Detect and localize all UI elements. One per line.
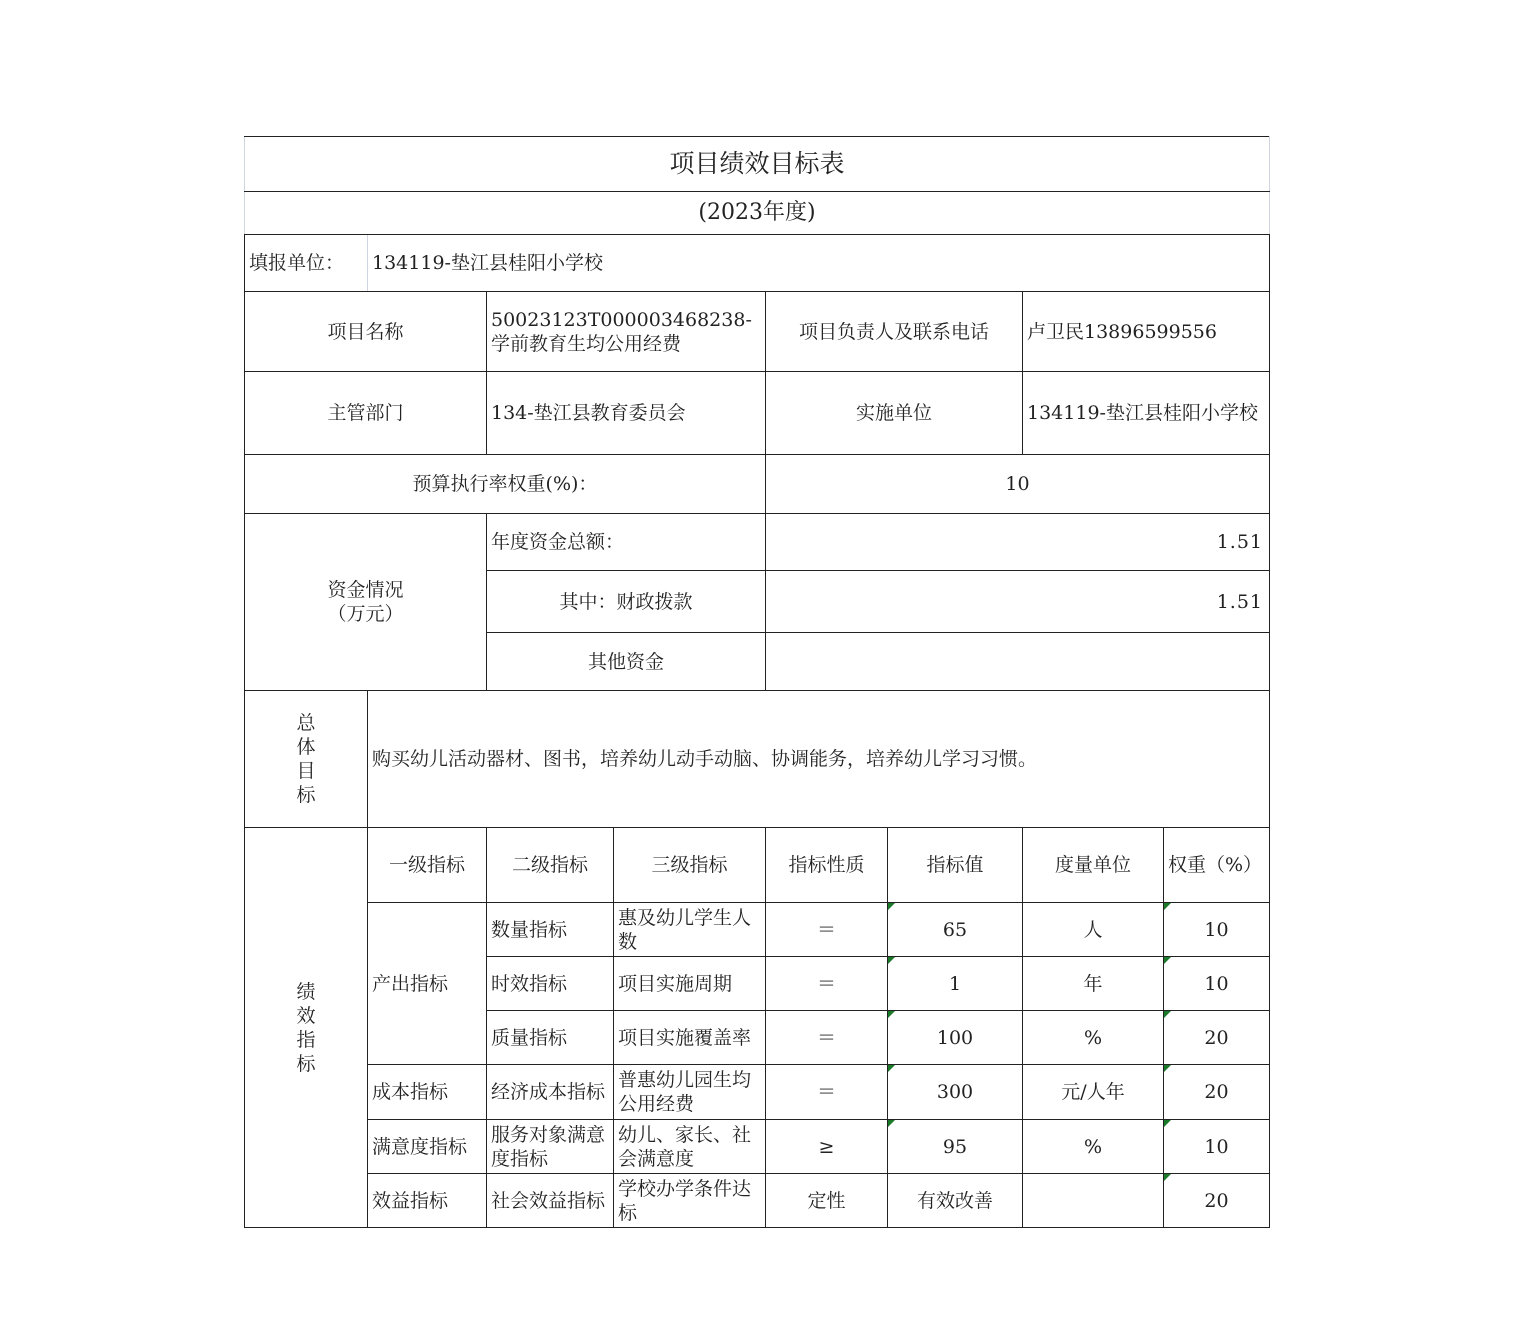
header-level3: 三级指标 (614, 828, 766, 903)
funds-fiscal-label: 其中：财政拨款 (487, 571, 766, 633)
unit-cell: % (1023, 1011, 1164, 1065)
nature-cell: 定性 (766, 1174, 888, 1228)
unit-cell: 元/人年 (1023, 1065, 1164, 1120)
indicators-char: 标 (296, 1052, 316, 1075)
level3-cell: 普惠幼儿园生均公用经费 (614, 1065, 766, 1120)
table-row (245, 1120, 1270, 1174)
group-satisfaction: 满意度指标 (368, 1120, 487, 1174)
indicators-char: 绩 (296, 980, 316, 1003)
header-level1: 一级指标 (368, 828, 487, 903)
table-title: 项目绩效目标表 (245, 137, 1270, 192)
performance-target-sheet (244, 136, 1269, 1228)
budget-rate-value: 10 (766, 455, 1270, 514)
level3-cell: 项目实施周期 (614, 957, 766, 1011)
table-row (245, 903, 1270, 957)
table-row (245, 1065, 1270, 1120)
level3-cell: 学校办学条件达标 (614, 1174, 766, 1228)
overall-goal-char: 体 (296, 736, 316, 758)
overall-goal-char: 目 (296, 760, 316, 782)
nature-cell: ＝ (766, 903, 888, 957)
value-cell: 300 (888, 1065, 1023, 1120)
level2-cell: 服务对象满意度指标 (487, 1120, 614, 1174)
header-unit: 度量单位 (1023, 828, 1164, 903)
department-value: 134-垫江县教育委员会 (487, 372, 766, 455)
header-nature: 指标性质 (766, 828, 888, 903)
funds-other-value (766, 633, 1270, 691)
funds-fiscal-value: 1.51 (766, 571, 1270, 633)
level2-cell: 数量指标 (487, 903, 614, 957)
project-name-value: 50023123T000003468238-学前教育生均公用经费 (487, 292, 766, 372)
value-cell: 有效改善 (888, 1174, 1023, 1228)
table-row (245, 1174, 1270, 1228)
overall-goal-char: 标 (296, 784, 316, 806)
nature-cell: ＝ (766, 1065, 888, 1120)
level2-cell: 社会效益指标 (487, 1174, 614, 1228)
weight-cell: 10 (1164, 903, 1270, 957)
unit-cell: 年 (1023, 957, 1164, 1011)
implementer-value: 134119-垫江县桂阳小学校 (1023, 372, 1270, 455)
group-cost: 成本指标 (368, 1065, 487, 1120)
level3-cell: 项目实施覆盖率 (614, 1011, 766, 1065)
nature-cell: ＝ (766, 1011, 888, 1065)
weight-cell: 20 (1164, 1011, 1270, 1065)
project-lead-label: 项目负责人及联系电话 (766, 292, 1023, 372)
weight-cell: 10 (1164, 957, 1270, 1011)
value-cell: 95 (888, 1120, 1023, 1174)
implementer-label: 实施单位 (766, 372, 1023, 455)
performance-target-table (244, 136, 1270, 1228)
department-label: 主管部门 (245, 372, 487, 455)
nature-cell: ≥ (766, 1120, 888, 1174)
level2-cell: 质量指标 (487, 1011, 614, 1065)
value-cell: 1 (888, 957, 1023, 1011)
unit-cell: 人 (1023, 903, 1164, 957)
indicators-char: 效 (296, 1004, 316, 1027)
project-name-label: 项目名称 (245, 292, 487, 372)
group-output: 产出指标 (368, 903, 487, 1065)
table-year: (2023年度) (245, 192, 1270, 235)
level2-cell: 经济成本指标 (487, 1065, 614, 1120)
level3-cell: 幼儿、家长、社会满意度 (614, 1120, 766, 1174)
value-cell: 65 (888, 903, 1023, 957)
unit-cell: % (1023, 1120, 1164, 1174)
group-benefit: 效益指标 (368, 1174, 487, 1228)
indicators-char: 指 (296, 1028, 316, 1051)
unit-cell (1023, 1174, 1164, 1228)
funds-label (245, 514, 487, 691)
nature-cell: ＝ (766, 957, 888, 1011)
funds-label-line1: 资金情况 (327, 579, 404, 601)
header-weight: 权重（%） (1164, 828, 1270, 903)
funds-total-label: 年度资金总额： (487, 514, 766, 571)
reporting-unit-label: 填报单位： (245, 235, 368, 292)
level3-cell: 惠及幼儿学生人数 (614, 903, 766, 957)
header-level2: 二级指标 (487, 828, 614, 903)
overall-goal-text: 购买幼儿活动器材、图书，培养幼儿动手动脑、协调能务，培养幼儿学习习惯。 (368, 691, 1270, 828)
overall-goal-char: 总 (296, 712, 316, 734)
weight-cell: 10 (1164, 1120, 1270, 1174)
value-cell: 100 (888, 1011, 1023, 1065)
header-value: 指标值 (888, 828, 1023, 903)
level2-cell: 时效指标 (487, 957, 614, 1011)
budget-rate-label: 预算执行率权重(%)： (245, 455, 766, 514)
funds-other-label: 其他资金 (487, 633, 766, 691)
project-lead-value: 卢卫民13896599556 (1023, 292, 1270, 372)
funds-label-line2: （万元） (327, 603, 404, 625)
weight-cell: 20 (1164, 1174, 1270, 1228)
indicators-label (245, 828, 368, 1228)
reporting-unit-value: 134119-垫江县桂阳小学校 (368, 235, 1270, 292)
overall-goal-label (245, 691, 368, 828)
weight-cell: 20 (1164, 1065, 1270, 1120)
funds-total-value: 1.51 (766, 514, 1270, 571)
